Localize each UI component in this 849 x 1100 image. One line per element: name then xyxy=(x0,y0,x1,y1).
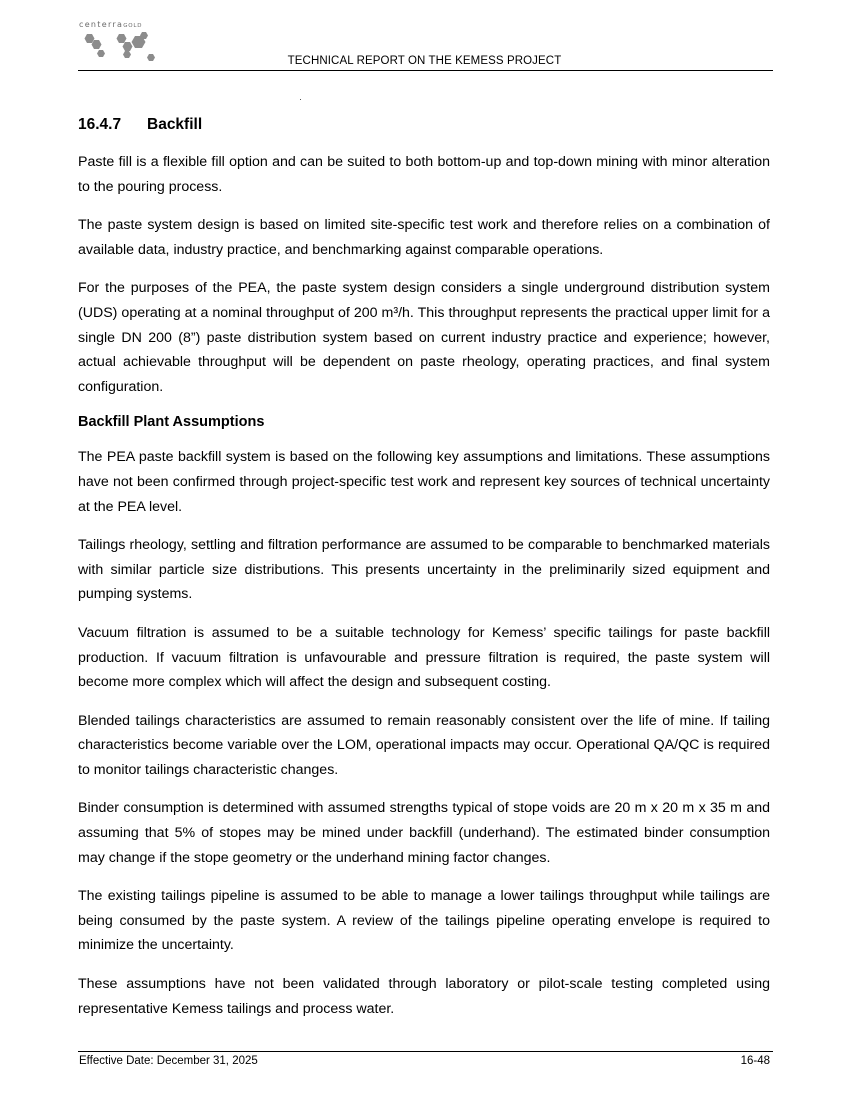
paragraph: The paste system design is based on limited site-specific test work and therefore relies on a combination of available data, industry practice, and benchmarking against comparable operations. xyxy=(78,217,770,258)
paragraph: Tailings rheology, settling and filtration performance are assumed to be comparable to benchmarked materials with similar particle size distributions. This presents uncertainty in the preliminarily sized equipment and pumping systems. xyxy=(78,537,770,603)
subsection-heading: Backfill Plant Assumptions xyxy=(78,414,265,431)
paragraph: These assumptions have not been validated through laboratory or pilot-scale testing completed using representative Kemess tailings and process water. xyxy=(78,976,770,1017)
paragraph: For the purposes of the PEA, the paste system design considers a single underground distribution system (UDS) operating at a nominal throughput of 200 m³/h. This throughput represents the practical upper limit for a single DN 200 (8”) paste distribution system based on current industry practice and experience; however, actual achievable throughput will be dependent on paste rheology, operating practices, and final system configuration. xyxy=(78,280,770,395)
stray-mark xyxy=(300,99,301,100)
section-title: Backfill xyxy=(147,116,203,133)
logo-wordmark xyxy=(79,20,142,29)
page-body xyxy=(78,115,770,1035)
logo-subtext: GOLD xyxy=(123,23,143,29)
report-title: TECHNICAL REPORT ON THE KEMESS PROJECT xyxy=(287,55,562,67)
paragraph: The existing tailings pipeline is assumed to be able to manage a lower tailings throughput while tailings are being consumed by the paste system. A review of the tailings pipeline operating envelope is required to minimize the uncertainty. xyxy=(78,888,770,954)
section-number: 16.4.7 xyxy=(78,116,122,133)
header-divider xyxy=(78,70,773,71)
section-heading xyxy=(78,115,770,135)
paragraph: Vacuum filtration is assumed to be a suitable technology for Kemess’ specific tailings for paste backfill production. If vacuum filtration is unfavourable and pressure filtration is required, the paste system will become more complex which will affect the design and subsequent costing. xyxy=(78,624,770,691)
paragraph: The PEA paste backfill system is based on the following key assumptions and limitations. These assumptions have not been confirmed through project-specific test work and represent key sources of technical uncertainty at the PEA level. xyxy=(78,449,770,515)
page-number: 16-48 xyxy=(740,1055,770,1067)
footer-divider xyxy=(78,1051,773,1052)
paragraph: Binder consumption is determined with assumed strengths typical of stope voids are 20 m x 20 m x 35 m and assuming that 5% of stopes may be mined under backfill (underhand). The estimated binder consumption may change if the stope geometry or the underhand mining factor changes. xyxy=(78,800,770,866)
effective-date: Effective Date: December 31, 2025 xyxy=(79,1055,258,1067)
paragraph: Paste fill is a flexible fill option and can be suited to both bottom-up and top-down mining with minor alteration to the pouring process. xyxy=(78,154,770,195)
paragraph: Blended tailings characteristics are assumed to remain reasonably consistent over the life of mine. If tailing characteristics become variable over the LOM, operational impacts may occur. Operational QA/QC is required to monitor tailings characteristic changes. xyxy=(78,712,770,778)
logo-text: centerra xyxy=(79,20,124,29)
